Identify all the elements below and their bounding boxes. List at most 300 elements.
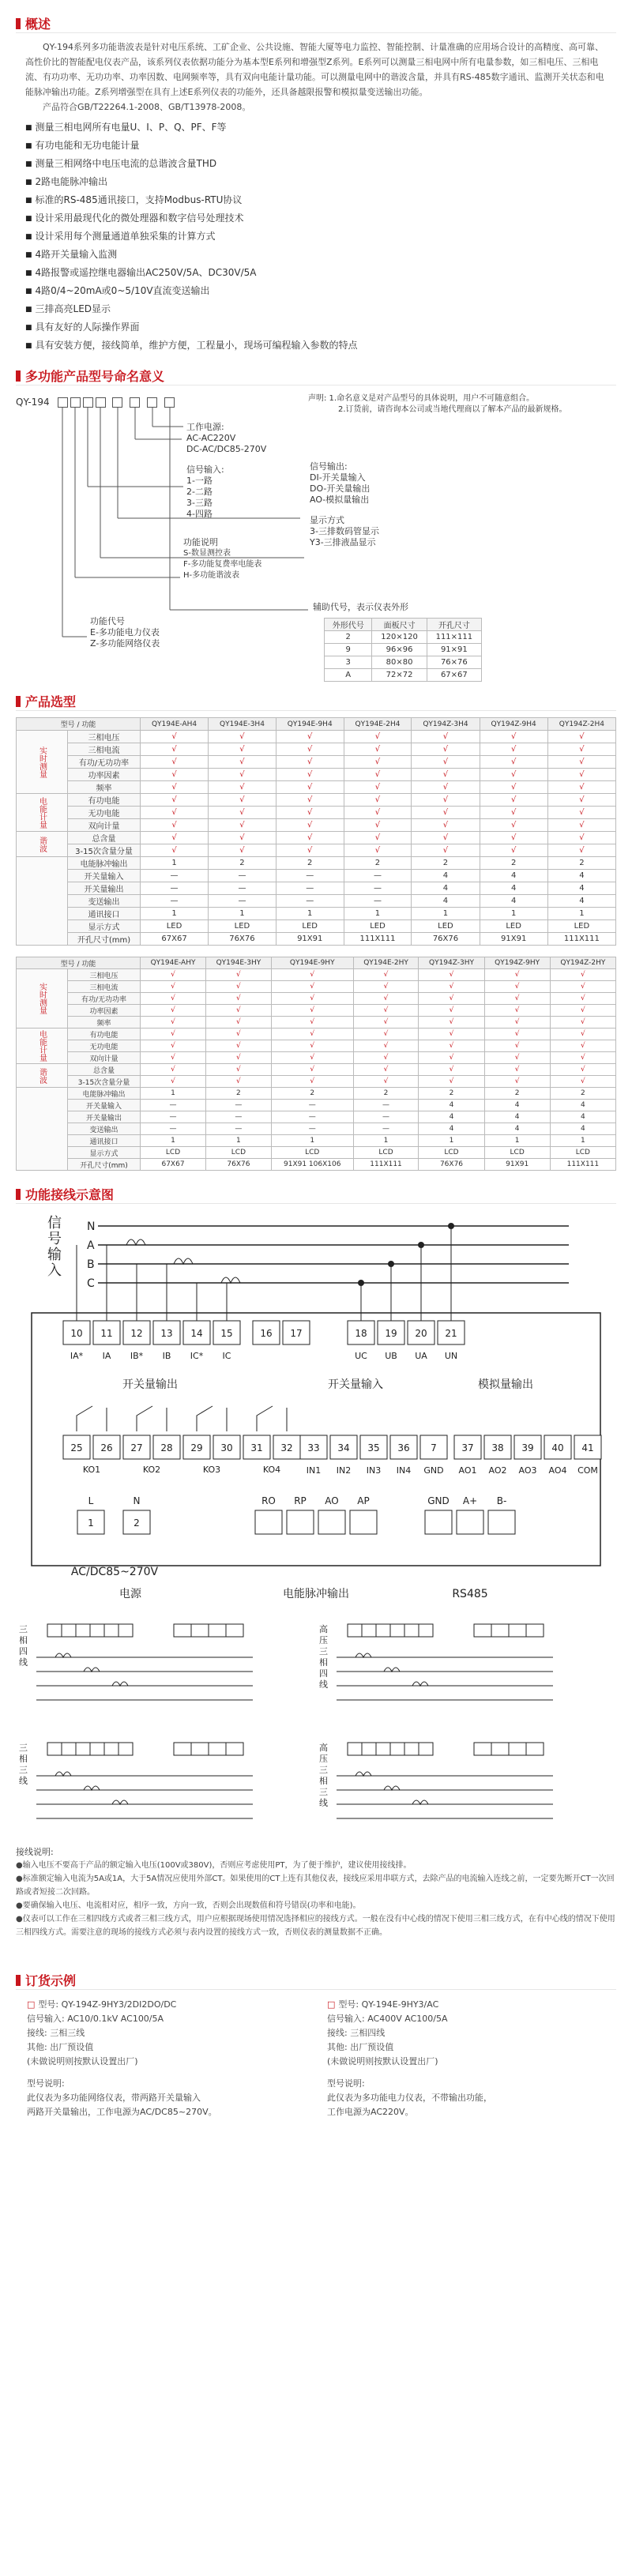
- selection-cell: 4: [484, 1111, 550, 1123]
- function-label: 无功电能: [68, 807, 141, 819]
- terminal-number: 1: [88, 1517, 94, 1529]
- function-label: 三相电压: [68, 969, 141, 981]
- selection-table-lcd: [16, 957, 616, 1171]
- selection-cell: 4: [412, 882, 480, 895]
- diagram-label-char: 高: [319, 1743, 328, 1753]
- code-box: [96, 397, 106, 408]
- terminal-number: 32: [280, 1442, 293, 1453]
- selection-cell: √: [209, 769, 276, 781]
- phase-label: N: [87, 1220, 96, 1233]
- model-header: QY194Z-2HY: [550, 957, 615, 969]
- selection-cell: √: [412, 756, 480, 769]
- aux-row: [325, 656, 482, 669]
- feature-item: ■ 2路电能脉冲输出: [25, 174, 607, 192]
- rs485-terminal-label: A+: [462, 1495, 478, 1506]
- selection-cell: √: [206, 969, 272, 981]
- function-label: 显示方式: [68, 920, 141, 933]
- selection-row: [17, 969, 616, 981]
- selection-cell: √: [141, 1029, 206, 1040]
- selection-cell: √: [141, 743, 209, 756]
- wiring-note: ●输入电压不要高于产品的额定输入电压(100V或380V)，否则应考虑使用PT，为了便于维护，建议使用接线排。: [16, 1861, 412, 1870]
- diagram-label-char: 高: [319, 1624, 328, 1634]
- selection-cell: 76X76: [419, 1159, 484, 1171]
- feature-item: ■ 三排高亮LED显示: [25, 301, 607, 319]
- group-label: 实时测量: [17, 969, 68, 1029]
- selection-cell: 67X67: [141, 1159, 206, 1171]
- group-label: 实时测量: [17, 731, 68, 794]
- terminal-label: UB: [385, 1351, 397, 1361]
- selection-cell: √: [480, 819, 547, 832]
- selection-cell: 4: [547, 882, 615, 895]
- terminal-number: 34: [337, 1442, 350, 1453]
- selection-cell: 1: [480, 908, 547, 920]
- function-label: 通讯接口: [68, 908, 141, 920]
- code-box: [147, 397, 157, 408]
- aux-cell: 76×76: [427, 656, 481, 669]
- selection-cell: √: [344, 794, 412, 807]
- selection-cell: 2: [206, 1088, 272, 1100]
- selection-cell: LED: [480, 920, 547, 933]
- feature-item: ■ 具有安装方便，接线简单，维护方便，工程量小，现场可编程输入参数的特点: [25, 337, 607, 355]
- function-label: 变送输出: [68, 895, 141, 908]
- selection-row: [17, 1029, 616, 1040]
- selection-cell: √: [412, 781, 480, 794]
- selection-cell: √: [276, 756, 344, 769]
- selection-row: [17, 756, 616, 769]
- selection-cell: 4: [484, 1100, 550, 1111]
- terminal-number: 14: [190, 1328, 203, 1339]
- selection-cell: √: [141, 731, 209, 743]
- model-header: QY194E-9H4: [276, 718, 344, 731]
- diagram-terminal: [362, 1624, 376, 1637]
- terminal-label: UC: [355, 1351, 367, 1361]
- selection-cell: √: [141, 1076, 206, 1088]
- diagram-terminal: [104, 1624, 118, 1637]
- selection-cell: 4: [550, 1100, 615, 1111]
- section-title-naming: 多功能产品型号命名意义: [16, 367, 616, 385]
- selection-cell: √: [209, 743, 276, 756]
- terminal-number: 12: [130, 1328, 143, 1339]
- terminal: [457, 1510, 483, 1534]
- selection-cell: —: [141, 1111, 206, 1123]
- selection-cell: √: [480, 844, 547, 857]
- terminal-number: 30: [220, 1442, 233, 1453]
- aux-header-cell: 面板尺寸: [372, 619, 427, 631]
- selection-cell: √: [547, 794, 615, 807]
- selection-cell: —: [353, 1111, 419, 1123]
- selection-cell: √: [353, 1064, 419, 1076]
- group-label: 谐波: [17, 1064, 68, 1088]
- diagram-terminal: [62, 1743, 76, 1755]
- terminal: [287, 1510, 314, 1534]
- diagram-terminal: [376, 1624, 390, 1637]
- order-line: [327, 2012, 605, 2026]
- model-header: QY194E-3HY: [206, 957, 272, 969]
- selection-row: [17, 1100, 616, 1111]
- feature-item: ■ 有功电能和无功电能计量: [25, 137, 607, 156]
- terminal-label: UN: [444, 1351, 458, 1361]
- selection-cell: √: [412, 844, 480, 857]
- selection-cell: √: [550, 981, 615, 993]
- aux-header-row: [325, 619, 482, 631]
- model-header: QY194E-AHY: [141, 957, 206, 969]
- code-box: [112, 397, 122, 408]
- selection-cell: —: [276, 870, 344, 882]
- terminal-number: 29: [190, 1442, 203, 1453]
- function-label: 变送输出: [68, 1123, 141, 1135]
- selection-cell: √: [141, 993, 206, 1005]
- diagram-label-char: 相: [319, 1776, 328, 1786]
- order-text: 接线: 三相三线: [27, 2028, 85, 2038]
- selection-cell: 1: [206, 1135, 272, 1147]
- terminal-number: 2: [134, 1517, 140, 1529]
- terminal-label: COM: [577, 1465, 598, 1476]
- selection-cell: —: [271, 1100, 353, 1111]
- terminal-number: 21: [445, 1328, 457, 1339]
- diagram-terminal: [191, 1743, 209, 1755]
- selection-cell: LED: [276, 920, 344, 933]
- terminal-number: 7: [431, 1442, 437, 1453]
- selection-cell: 4: [480, 870, 547, 882]
- naming-diagram: QY-194 声明: 1.命名意义是对产品型号的具体说明，用户不可随意组合。 2.订货前，请咨询本公司或当地代理商以了解本产品的最新规格。 工作电源: AC-AC220V DC-AC/DC85-270V 信号输入: 1-一路 2-二路 3-三路 4-四路 功能说明 S-数显测控表 F-多功能复费率电能表 H-多功能谐波表 功能代号 E-多功能电力仪表 Z-多功能网络仪表 信号输出: DI-开关量输入 DO-开关量输出 AO-模拟量输出 显示方式 3-三排数码管显示 Y3-三排液晶显示 辅助代号，表示仪表外形 外形代号 面板尺寸 开孔尺寸 2 120×120 111×111 9 96×96 91×91 3 80×80 76×76 A 72×72 67×67: [16, 392, 616, 692]
- order-line: [327, 2105, 605, 2119]
- terminal-label: UA: [415, 1351, 427, 1361]
- order-text: 其他: 出厂预设值: [27, 2042, 94, 2052]
- diagram-terminal: [209, 1743, 226, 1755]
- selection-cell: √: [547, 819, 615, 832]
- ct-coil-icon: [412, 1682, 428, 1686]
- selection-cell: 4: [419, 1123, 484, 1135]
- section-marker-icon: [16, 1975, 21, 1986]
- selection-cell: √: [271, 969, 353, 981]
- selection-cell: 1: [484, 1135, 550, 1147]
- order-text: 型号: QY-194E-9HY3/AC: [338, 1999, 439, 2010]
- ko-label: KO1: [82, 1465, 101, 1475]
- function-label: 电能脉冲输出: [68, 1088, 141, 1100]
- terminal-number: 41: [581, 1442, 594, 1453]
- selection-cell: 91X91: [276, 933, 344, 946]
- selection-row: [17, 920, 616, 933]
- selection-cell: —: [271, 1123, 353, 1135]
- function-label: 开关量输出: [68, 882, 141, 895]
- selection-cell: 1: [550, 1135, 615, 1147]
- order-line: [327, 2069, 605, 2077]
- selection-cell: —: [209, 870, 276, 882]
- selection-row: [17, 1017, 616, 1029]
- ct-coil-icon: [384, 1668, 400, 1672]
- selection-cell: √: [419, 1005, 484, 1017]
- diagram-terminal: [419, 1743, 433, 1755]
- selection-cell: √: [484, 1005, 550, 1017]
- terminal: [255, 1510, 282, 1534]
- power-terminal-label: L: [88, 1495, 94, 1506]
- terminal-number: 25: [70, 1442, 83, 1453]
- aux-cell: 96×96: [372, 644, 427, 656]
- selection-cell: √: [353, 1076, 419, 1088]
- selection-header-row: [17, 957, 616, 969]
- selection-row: [17, 1111, 616, 1123]
- diagram-terminal: [362, 1743, 376, 1755]
- aux-row: [325, 669, 482, 682]
- selection-cell: √: [484, 1052, 550, 1064]
- group-label: 电能计量: [17, 1029, 68, 1064]
- selection-cell: —: [209, 882, 276, 895]
- selection-row: [17, 1088, 616, 1100]
- selection-cell: √: [550, 1064, 615, 1076]
- selection-cell: √: [550, 1076, 615, 1088]
- selection-cell: 4: [419, 1100, 484, 1111]
- selection-cell: 1: [353, 1135, 419, 1147]
- order-line: [27, 2105, 305, 2119]
- model-header: QY194Z-9H4: [480, 718, 547, 731]
- selection-cell: 1: [209, 908, 276, 920]
- aux-cell: 111×111: [427, 631, 481, 644]
- terminal-label: AO1: [458, 1465, 477, 1476]
- selection-cell: √: [419, 981, 484, 993]
- selection-row: [17, 743, 616, 756]
- selection-cell: LCD: [271, 1147, 353, 1159]
- selection-header-row: [17, 718, 616, 731]
- power-terminal-label: N: [133, 1495, 141, 1506]
- selection-cell: √: [276, 807, 344, 819]
- selection-row: [17, 781, 616, 794]
- junction-dot: [388, 1261, 394, 1267]
- corner-func-label: 功能: [81, 960, 96, 968]
- terminal-label: IC: [222, 1351, 231, 1361]
- ct-coil-icon: [84, 1668, 100, 1672]
- terminal-number: 31: [250, 1442, 263, 1453]
- selection-cell: √: [141, 819, 209, 832]
- selection-cell: √: [141, 844, 209, 857]
- selection-cell: √: [480, 743, 547, 756]
- function-label: 三相电流: [68, 743, 141, 756]
- diagram-label-char: 四: [319, 1668, 328, 1679]
- ct-coil-icon: [221, 1277, 240, 1283]
- selection-cell: √: [412, 819, 480, 832]
- selection-cell: √: [141, 981, 206, 993]
- feature-item: ■ 4路开关量输入监测: [25, 246, 607, 265]
- diagram-terminal: [509, 1624, 526, 1637]
- selection-cell: √: [484, 1064, 550, 1076]
- terminal-label: IA*: [70, 1351, 84, 1361]
- ct-coil-icon: [55, 1772, 71, 1776]
- diagram-terminal: [76, 1743, 90, 1755]
- order-text: 此仪表为多功能网络仪表，带两路开关量输入: [27, 2093, 201, 2103]
- order-text: 工作电源为AC220V。: [327, 2107, 414, 2117]
- selection-cell: 1: [141, 1088, 206, 1100]
- order-text: (未做说明则按默认设置出厂): [327, 2056, 438, 2066]
- terminal-number: 28: [160, 1442, 173, 1453]
- terminal-number: 10: [70, 1328, 83, 1339]
- ko-label: KO4: [262, 1465, 281, 1475]
- selection-cell: 1: [419, 1135, 484, 1147]
- feature-list: [25, 119, 607, 355]
- order-text: 其他: 出厂预设值: [327, 2042, 394, 2052]
- statement-2: 2.订货前，请咨询本公司或当地代理商以了解本产品的最新规格。: [338, 405, 567, 414]
- selection-cell: √: [412, 794, 480, 807]
- selection-cell: √: [547, 807, 615, 819]
- function-label: 有功/无功功率: [68, 993, 141, 1005]
- selection-cell: √: [550, 1017, 615, 1029]
- selection-cell: 1: [344, 908, 412, 920]
- selection-cell: √: [480, 832, 547, 844]
- terminal-label: IA: [102, 1351, 111, 1361]
- selection-row: [17, 993, 616, 1005]
- selection-cell: √: [344, 832, 412, 844]
- order-line: [327, 2091, 605, 2105]
- wiring-note: ●要确保输入电压、电流相对应，相序一致，方向一致，否则会出现数值和符号错误(功率和电能)。: [16, 1901, 361, 1910]
- connection-diagram: [319, 1742, 553, 1818]
- selection-cell: √: [550, 993, 615, 1005]
- selection-cell: √: [480, 781, 547, 794]
- selection-cell: 4: [547, 870, 615, 882]
- selection-cell: 4: [550, 1123, 615, 1135]
- ct-coil-icon: [112, 1682, 128, 1686]
- selection-cell: √: [271, 1076, 353, 1088]
- aux-cell: 91×91: [427, 644, 481, 656]
- order-example-left: [16, 1998, 316, 2119]
- selection-cell: √: [206, 1076, 272, 1088]
- corner-func-label: 功能: [81, 721, 96, 729]
- selection-cell: √: [206, 981, 272, 993]
- selection-cell: √: [141, 807, 209, 819]
- connection-diagram-svg: [16, 1586, 616, 1839]
- selection-cell: 91X91 106X106: [271, 1159, 353, 1171]
- signal-input-char: 信: [47, 1215, 62, 1232]
- terminal-number: 20: [415, 1328, 427, 1339]
- signal-input-char: 号: [47, 1231, 62, 1247]
- function-label: 有功/无功功率: [68, 756, 141, 769]
- selection-cell: √: [209, 832, 276, 844]
- selection-cell: √: [209, 781, 276, 794]
- overview-standard: 产品符合GB/T22264.1-2008、GB/T13978-2008。: [43, 102, 251, 112]
- aux-row: [325, 631, 482, 644]
- selection-cell: √: [271, 1064, 353, 1076]
- diagram-terminal: [376, 1743, 390, 1755]
- order-line: [27, 2040, 305, 2055]
- terminal: [425, 1510, 452, 1534]
- selection-cell: —: [141, 1123, 206, 1135]
- selection-cell: √: [271, 993, 353, 1005]
- selection-cell: √: [141, 832, 209, 844]
- terminal-label: IB: [162, 1351, 171, 1361]
- selection-cell: LCD: [141, 1147, 206, 1159]
- aux-size-table: [324, 618, 482, 682]
- selection-row: [17, 895, 616, 908]
- selection-cell: √: [141, 1064, 206, 1076]
- relay-contact-icon: [257, 1406, 287, 1431]
- selection-cell: —: [209, 895, 276, 908]
- ct-coil-icon: [112, 1800, 128, 1804]
- aux-header-cell: 开孔尺寸: [427, 619, 481, 631]
- terminal-number: 37: [461, 1442, 474, 1453]
- terminal-label: IN4: [396, 1465, 412, 1476]
- power-label: 电源: [119, 1588, 141, 1600]
- feature-item: ■ 设计采用每个测量通道单独采集的计算方式: [25, 228, 607, 246]
- terminal-label: AO2: [488, 1465, 507, 1476]
- selection-row: [17, 882, 616, 895]
- feature-item: ■ 4路0/4~20mA或0~5/10V直流变送输出: [25, 283, 607, 301]
- terminal: [488, 1510, 515, 1534]
- selection-row: [17, 908, 616, 920]
- selection-cell: √: [419, 1052, 484, 1064]
- selection-cell: √: [480, 769, 547, 781]
- selection-cell: √: [550, 1040, 615, 1052]
- diagram-terminal: [526, 1624, 544, 1637]
- diagram-label-char: 三: [19, 1765, 28, 1775]
- selection-cell: 4: [412, 870, 480, 882]
- selection-row: [17, 832, 616, 844]
- diagram-terminal: [390, 1624, 404, 1637]
- selection-cell: √: [209, 794, 276, 807]
- diagram-label-char: 线: [319, 1798, 328, 1808]
- selection-cell: √: [412, 769, 480, 781]
- feature-item: ■ 标准的RS-485通讯接口，支持Modbus-RTU协议: [25, 192, 607, 210]
- function-label: 开孔尺寸(mm): [68, 1159, 141, 1171]
- selection-cell: √: [271, 1040, 353, 1052]
- selection-cell: √: [353, 1029, 419, 1040]
- overview-paragraph: QY-194系列多功能谐波表是针对电压系统、工矿企业、公共设施、智能大厦等电力监控、智能控制、计量准确的应用场合设计的高精度、高可靠、高性价比的智能配电仪表产品，该系列仪表依据功能分为基本型E系列和增强型Z系列。E系列可以测量三相电网中所有电量参数，如三相电压、三相电流、有功功率、无功功率、功率因数、电网频率等，具有双向电能计量功能。可以测量电网中的谐波含量，并具有RS-485数字通讯、监测开关状态和电能脉冲输出功能。Z系列增强型在具有上述E系列仪表的功能外，还具备越限报警和模拟量变送输出功能。: [25, 42, 604, 97]
- selection-cell: √: [344, 781, 412, 794]
- model-header: QY194Z-3HY: [419, 957, 484, 969]
- selection-cell: √: [547, 756, 615, 769]
- code-box: [83, 397, 93, 408]
- function-label: 有功电能: [68, 794, 141, 807]
- selection-cell: √: [276, 731, 344, 743]
- diagram-terminal: [348, 1743, 362, 1755]
- selection-cell: √: [141, 1040, 206, 1052]
- selection-cell: 2: [344, 857, 412, 870]
- selection-cell: √: [547, 844, 615, 857]
- phase-label: A: [87, 1239, 95, 1252]
- selection-cell: √: [141, 756, 209, 769]
- selection-cell: √: [276, 781, 344, 794]
- order-line: [27, 2069, 305, 2077]
- section-title-overview: 概述: [16, 14, 616, 33]
- function-label: 三相电压: [68, 731, 141, 743]
- selection-cell: √: [480, 731, 547, 743]
- ct-coil-icon: [84, 1786, 100, 1790]
- selection-cell: √: [547, 832, 615, 844]
- diagram-terminal: [76, 1624, 90, 1637]
- selection-cell: 2: [412, 857, 480, 870]
- junction-dot: [418, 1242, 424, 1248]
- function-label: 开关量输入: [68, 870, 141, 882]
- selection-cell: √: [484, 993, 550, 1005]
- terminal-number: 13: [160, 1328, 173, 1339]
- function-label: 频率: [68, 781, 141, 794]
- function-label: 频率: [68, 1017, 141, 1029]
- selection-cell: 76X76: [206, 1159, 272, 1171]
- diagram-label-char: 三: [19, 1624, 28, 1634]
- selection-cell: 1: [141, 857, 209, 870]
- function-label: 3-15次含量分量: [68, 844, 141, 857]
- selection-table-led: [16, 717, 616, 946]
- selection-cell: —: [353, 1123, 419, 1135]
- selection-cell: 2: [480, 857, 547, 870]
- terminal-number: 17: [290, 1328, 303, 1339]
- feature-item: ■ 测量三相网络中电压电流的总谐波含量THD: [25, 156, 607, 174]
- diagram-label-char: 线: [19, 1657, 28, 1668]
- model-header: QY194Z-9HY: [484, 957, 550, 969]
- diagram-terminal: [174, 1624, 191, 1637]
- connection-diagram: [19, 1624, 253, 1700]
- selection-cell: LCD: [484, 1147, 550, 1159]
- selection-cell: 1: [271, 1135, 353, 1147]
- model-header: QY194Z-2H4: [547, 718, 615, 731]
- diagram-label-char: 相: [19, 1635, 28, 1645]
- section-title-order: 订货示例: [16, 1971, 616, 1990]
